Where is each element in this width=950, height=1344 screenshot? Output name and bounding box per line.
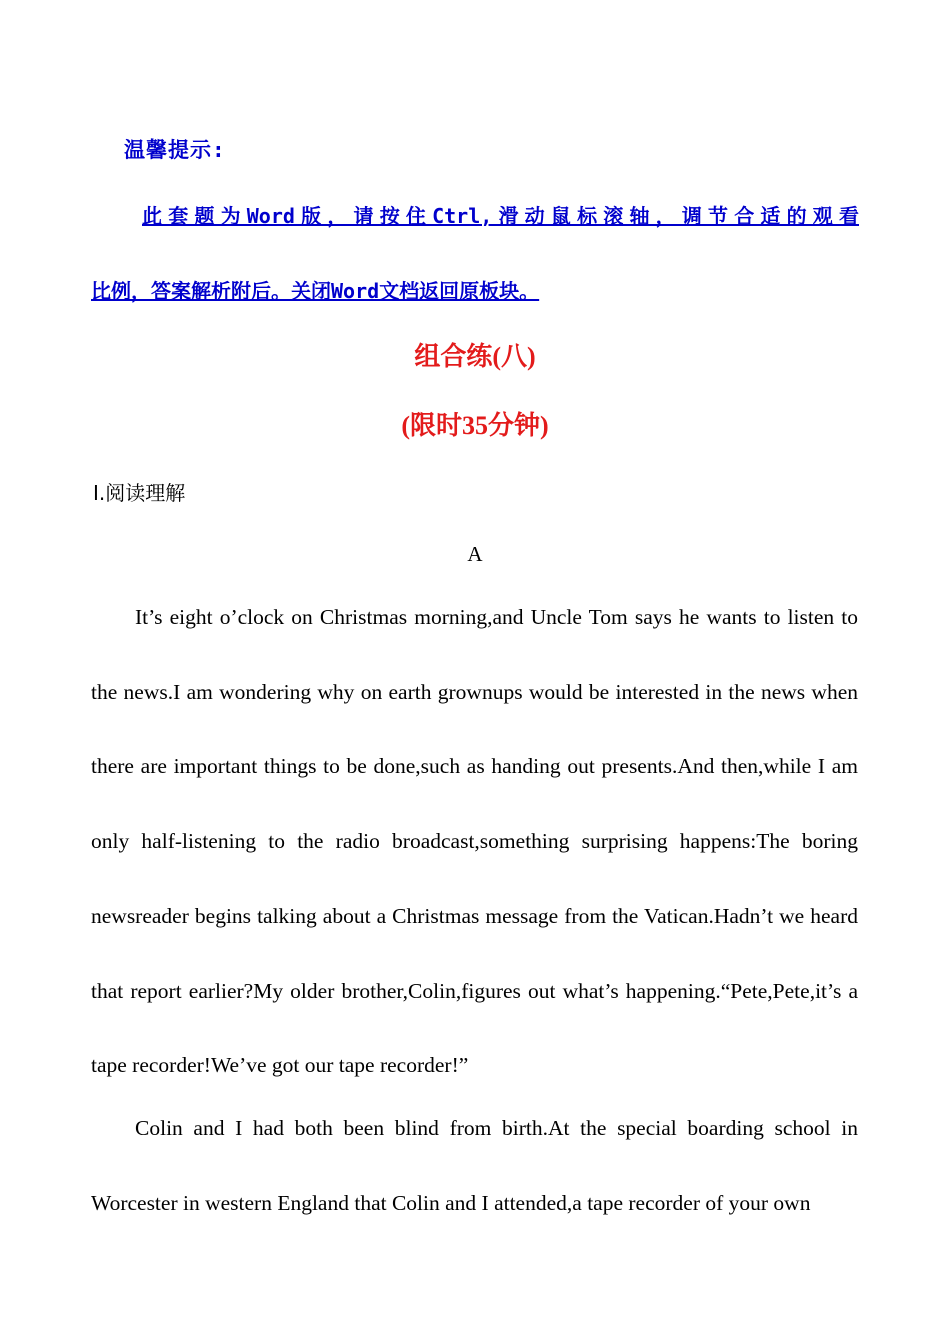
tip-instruction-line-1[interactable]: 此套题为Word版，请按住Ctrl,滑动鼠标滚轴，调节合适的观看 [142, 204, 859, 228]
tip-heading: 温馨提示: [124, 138, 226, 162]
exercise-time-limit: (限时35分钟) [401, 411, 549, 440]
passage-paragraph-1: It’s eight o’clock on Christmas morning,and Uncle Tom says he wants to listen to the news.I am wondering why on earth grownups would be interested in the news when there are important things to be done,such as handing out presents.And then,while I am only half-listening to the radio broadcast,something surprising happens:The boring newsreader begins talking about a Christmas message from the Vatican.Hadn’t we heard that report earlier?My older brother,Colin,figures out what’s happening.“Pete,Pete,it’s a tape recorder!We’ve got our tape recorder!” [91, 605, 858, 1078]
tip-instruction-line-2[interactable]: 比例，答案解析附后。关闭Word文档返回原板块。 [91, 279, 540, 303]
section-label: Ⅰ.阅读理解 [93, 481, 186, 505]
passage-label: A [467, 542, 483, 566]
passage-paragraph-2: Colin and I had both been blind from birth.At the special boarding school in Worcester in western England that Colin and I attended,a tape recorder of your own [91, 1116, 858, 1215]
exercise-title: 组合练(八) [414, 342, 536, 371]
